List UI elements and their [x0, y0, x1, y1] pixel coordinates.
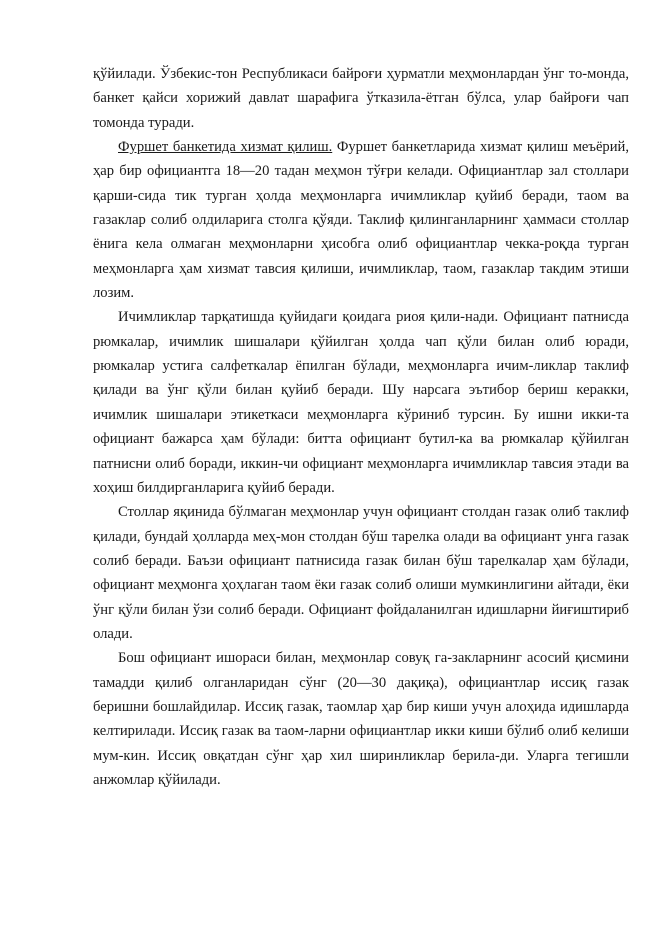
paragraph-4-text: Столлар яқинида бўлмаган меҳмонлар учун официант столдан газак олиб таклиф қилади, бундай ҳолларда меҳ-мон столдан бўш тарелка олади ва официант унга газак солиб беради. Баъзи официант патнисида газак билан бўш тарелкалар ҳам бўлади, официант меҳмонга ҳоҳлаган таом ёки газак солиб олиши мумкинлигини айтади, ёки ўнг қўли билан ўзи солиб беради. Официант фойдаланилган идишларни йиғиштириб олади. — [93, 504, 629, 642]
paragraph-2-text: Фуршет банкетларида хизмат қилиш меъёрий, ҳар бир официантга 18—20 тадан меҳмон тўғри келади. Официантлар зал столлари қарши-сида тик турган ҳолда меҳмонларга ичимликлар қуйиб беради, таом ва газаклар солиб олдиларига столга қўяди. Таклиф қилинганларнинг ҳаммаси столлар ёнига кела олмаган меҳмонларни ҳисобга олиб официантлар чекка-роқда турган меҳмонларга ҳам хизмат тавсия қилиши, ичимликлар, таом, газаклар такдим этиши лозим. — [93, 139, 630, 302]
section-heading-furshet: Фуршет банкетида хизмат қилиш. — [118, 139, 333, 156]
paragraph-4 — [93, 500, 629, 646]
paragraph-5-text: Бош официант ишораси билан, меҳмонлар совуқ га-закларнинг асосий қисмини тамадди қилиб олганларидан сўнг (20—30 дақиқа), официантлар иссиқ газак беришни бошлайдилар. Иссиқ газак, таомлар ҳар бир киши учун алоҳида идишларда келтирилади. Иссиқ газак ва таом-ларни официантлар икки киши бўлиб олиб келиши мум-кин. Иссиқ овқатдан сўнг ҳар хил ширинликлар берила-ди. Уларга тегишли анжомлар қўйилади. — [93, 650, 629, 788]
paragraph-3-text: Ичимликлар тарқатишда қуйидаги қоидага риоя қили-нади. Официант патнисда рюмкалар, ичимлик шишалари қўйилган ҳолда чап қўли билан олиб юради, рюмкалар устига салфеткалар ёпилган бўлади, меҳмонларга ичим-ликлар таклиф қилади ва ўнг қўли билан қуйиб беради. Шу нарсага эътибор бериш керакки, ичимлик шишалари этикеткаси меҳмонларга кўриниб турсин. Бу ишни икки-та официант бажарса ҳам бўлади: битта официант бутил-ка ва рюмкалар қўйилган патнисни олиб боради, иккин-чи официант меҳмонларга ичимликлар тавсия этади ва хоҳиш билдирганларига қуйиб беради. — [93, 309, 629, 496]
paragraph-5 — [93, 646, 629, 792]
paragraph-1 — [93, 62, 629, 135]
paragraph-1-text: қўйилади. Ўзбекис-тон Республикаси байроғи ҳурматли меҳмонлардан ўнг то-монда, банкет қайси хорижий давлат шарафига ўтказила-ётган бўлса, улар байроғи чап томонда туради. — [93, 66, 629, 131]
document-page — [93, 62, 629, 792]
paragraph-3 — [93, 305, 629, 500]
paragraph-2 — [93, 135, 629, 305]
